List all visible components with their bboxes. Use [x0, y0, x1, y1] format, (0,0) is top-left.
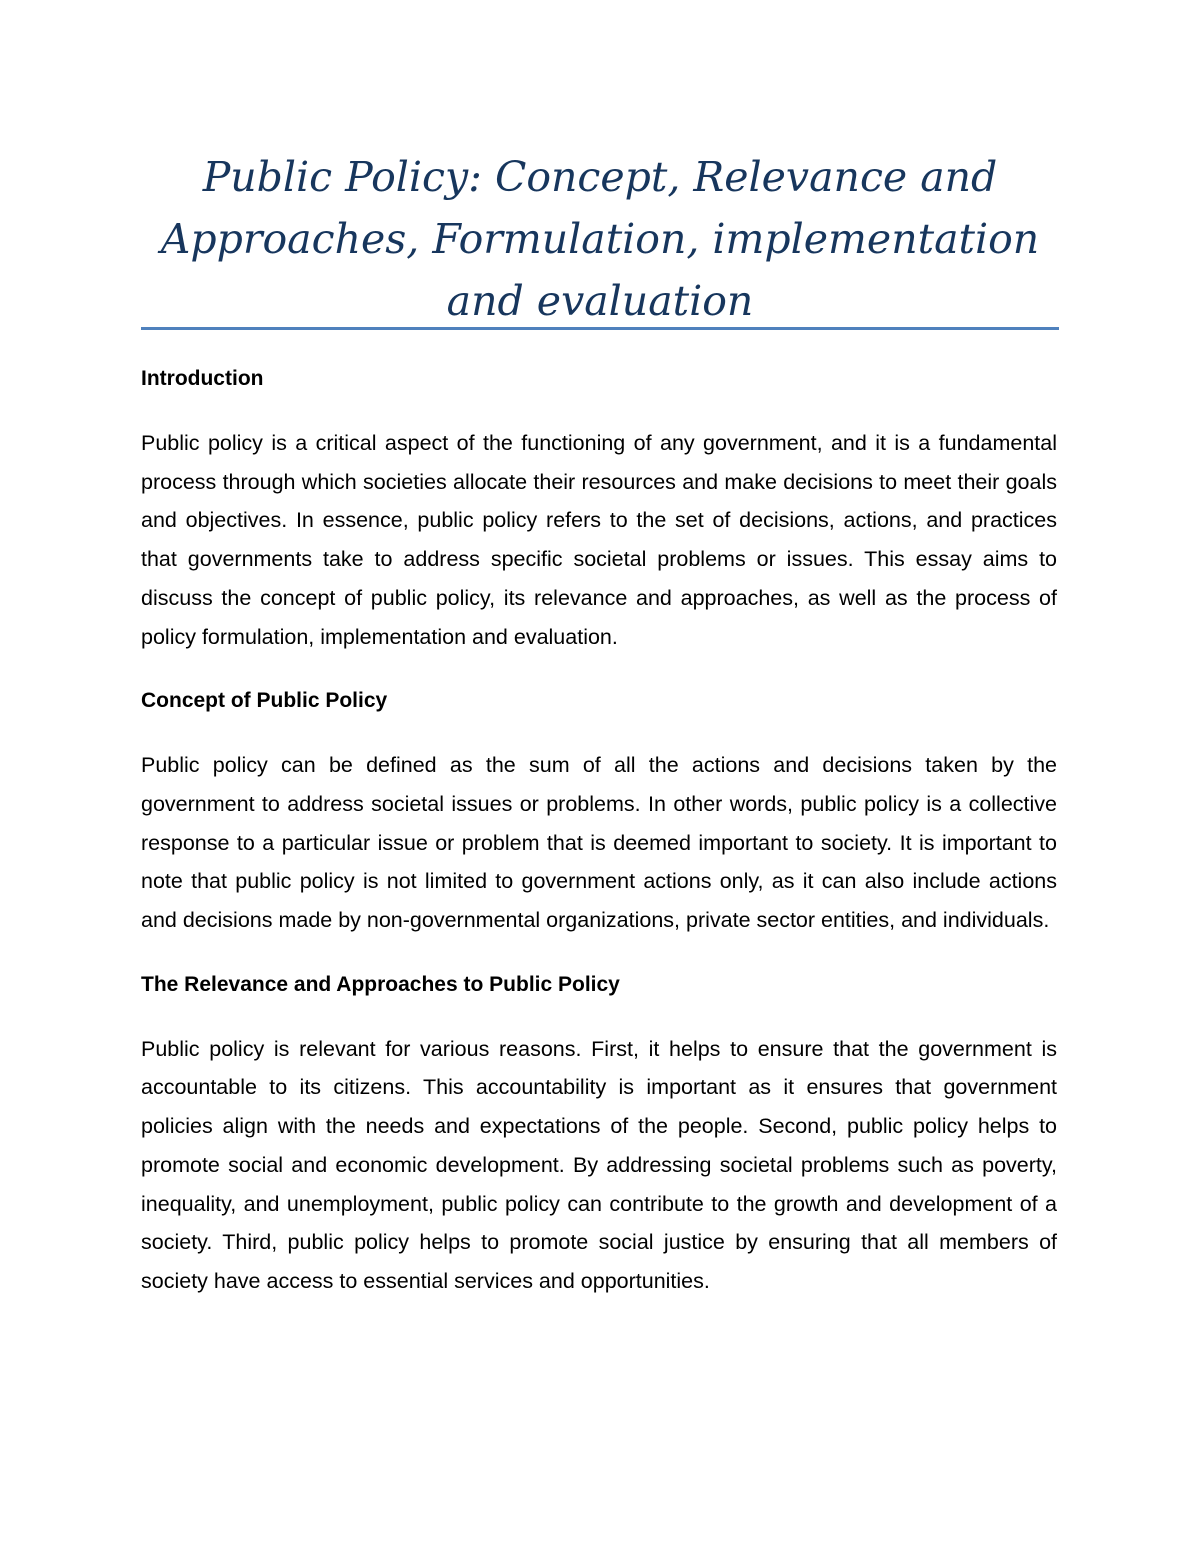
section-introduction [141, 360, 1057, 656]
title-divider [141, 327, 1059, 330]
section-heading: The Relevance and Approaches to Public Policy [141, 972, 620, 996]
section-paragraph: Public policy can be defined as the sum of all the actions and decisions taken by the government to address societal issues or problems. In other words, public policy is a collective response to a particular issue or problem that is deemed important to society. It is important to note that public policy is not limited to government actions only, as it can also include actions and decisions made by non-governmental organizations, private sector entities, and individuals. [141, 753, 1057, 933]
section-heading: Introduction [141, 367, 264, 390]
document-title: Public Policy: Concept, Relevance and Approaches, Formulation, implementation and evaluation [160, 153, 1040, 325]
document-body [141, 360, 1057, 1327]
section-relevance [141, 966, 1057, 1301]
section-heading: Concept of Public Policy [141, 689, 388, 713]
section-paragraph: Public policy is a critical aspect of the functioning of any government, and it is a fundamental process through which societies allocate their resources and make decisions to meet their goals and objectives. In essence, public policy refers to the set of decisions, actions, and practices that governments take to address specific societal problems or issues. This essay aims to discuss the concept of public policy, its relevance and approaches, as well as the process of policy formulation, implementation and evaluation. [141, 431, 1057, 649]
section-paragraph: Public policy is relevant for various reasons. First, it helps to ensure that the government is accountable to its citizens. This accountability is important as it ensures that government policies align with the needs and expectations of the people. Second, public policy helps to promote social and economic development. By addressing societal problems such as poverty, inequality, and unemployment, public policy can contribute to the growth and development of a society. Third, public policy helps to promote social justice by ensuring that all members of society have access to essential services and opportunities. [141, 1036, 1057, 1293]
section-concept [141, 682, 1057, 940]
